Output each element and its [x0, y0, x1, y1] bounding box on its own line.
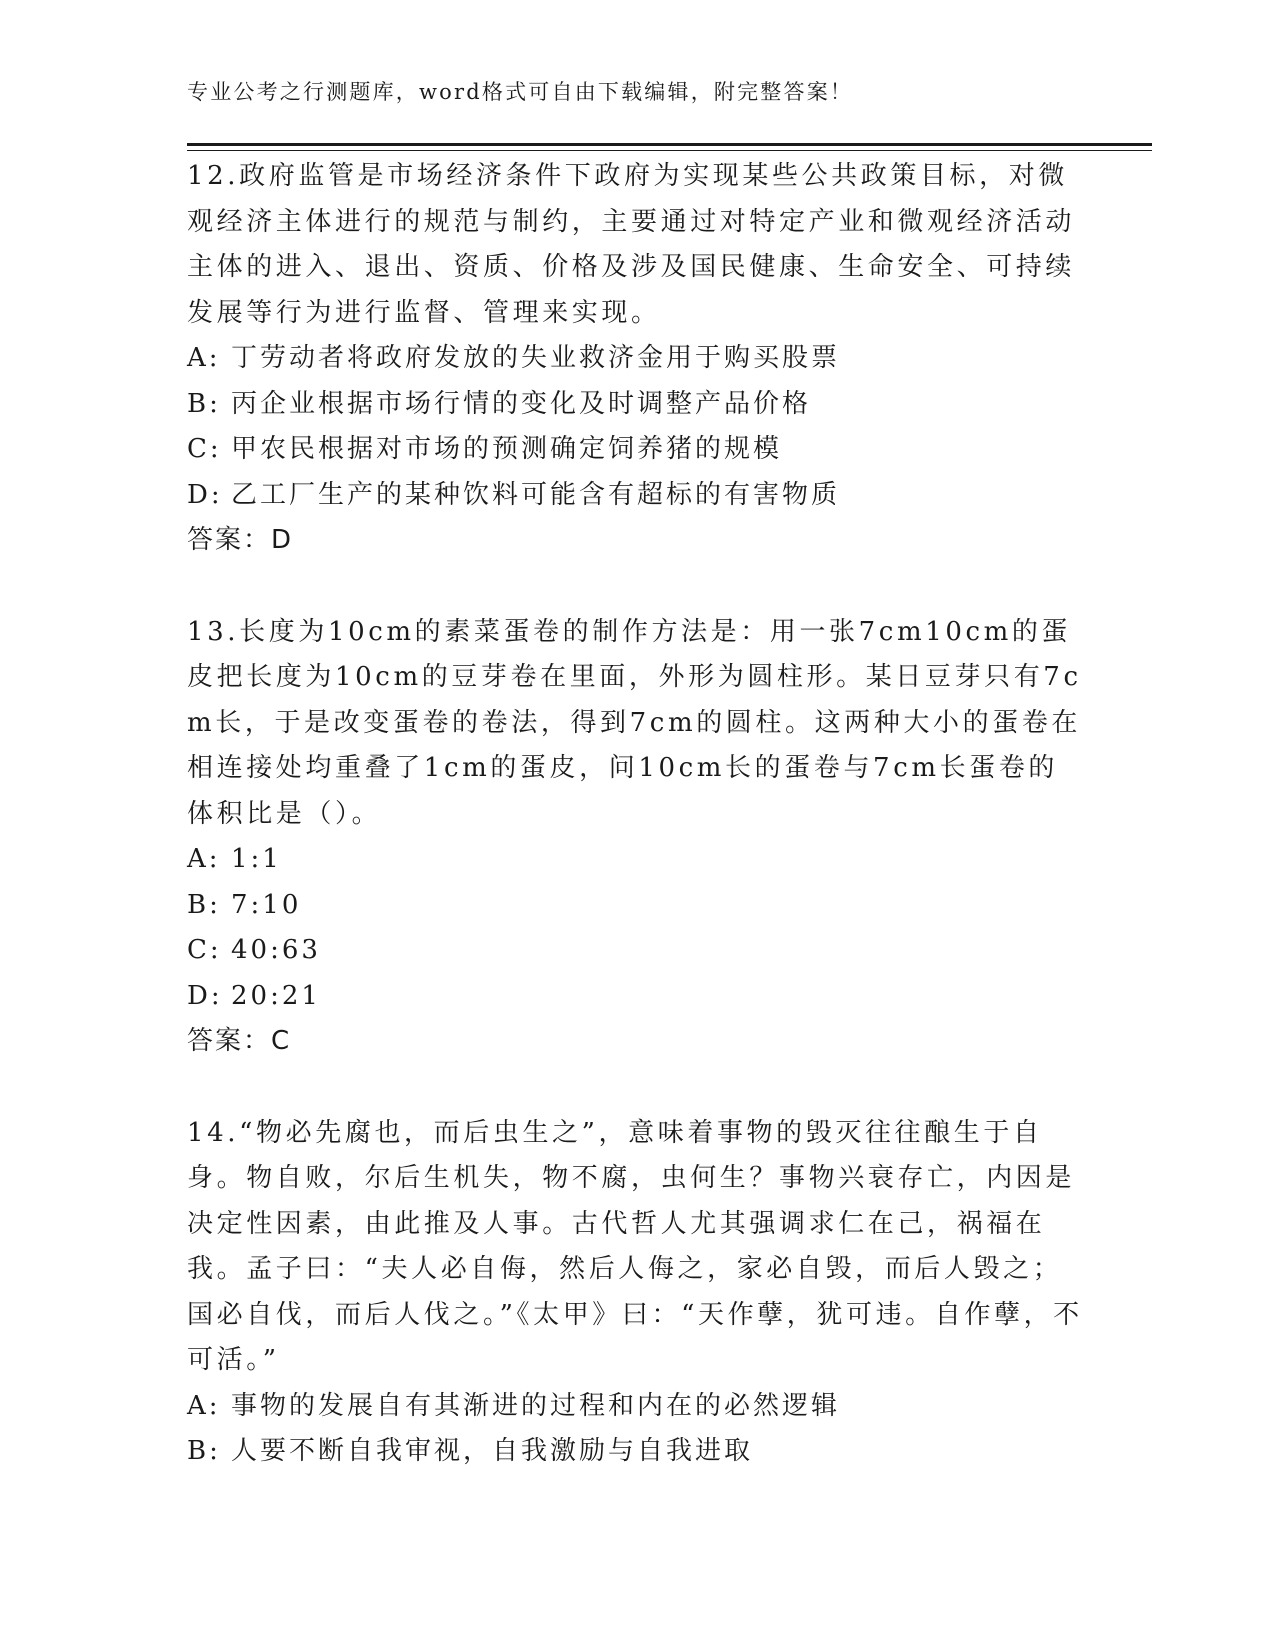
option-b: [187, 883, 1087, 929]
question-number: 12.: [187, 161, 240, 191]
option-letter: B:: [187, 889, 221, 920]
question-stem: [187, 610, 1087, 838]
option-text: 乙工厂生产的某种饮料可能含有超标的有害物质: [231, 479, 841, 510]
option-a: [187, 837, 1087, 883]
question-stem: [187, 154, 1087, 336]
answer: 答案：C: [187, 1026, 292, 1056]
option-d: [187, 974, 1087, 1020]
question-14: [187, 1111, 1087, 1475]
option-text: 甲农民根据对市场的预测确定饲养猪的规模: [231, 434, 783, 464]
option-text: 丙企业根据市场行情的变化及时调整产品价格: [231, 388, 812, 419]
option-b: [187, 382, 1087, 428]
header-rule-thin: [187, 150, 1152, 151]
option-text: 人要不断自我审视，自我激励与自我进取: [231, 1436, 754, 1466]
option-text: 20:21: [231, 980, 321, 1011]
question-number: 14.: [187, 1117, 240, 1148]
option-text: 40:63: [231, 935, 321, 965]
question-12: [187, 154, 1087, 564]
option-a: [187, 336, 1087, 382]
question-13: [187, 610, 1087, 1065]
option-text: 丁劳动者将政府发放的失业救济金用于购买股票: [231, 343, 841, 373]
page-header: 专业公考之行测题库，word格式可自由下载编辑，附完整答案！: [187, 80, 854, 104]
question-text: 长度为10cm的素菜蛋卷的制作方法是：用一张7cm10cm的蛋皮把长度为10cm的豆芽卷在里面，外形为圆柱形。某日豆芽只有7cm长，于是改变蛋卷的卷法，得到7cm的圆柱。这两种大小的蛋卷在相连接处均重叠了1cm的蛋皮，问10cm长的蛋卷与7cm长蛋卷的体积比是（）。: [187, 616, 1082, 829]
question-text: “物必先腐也，而后虫生之”，意味着事物的毁灭往往酿生于自身。物自败，尔后生机失，物不腐，虫何生？事物兴衰存亡，内因是决定性因素，由此推及人事。古代哲人尤其强调求仁在己，祸福在我。孟子曰：“夫人必自侮，然后人侮之，家必自毁，而后人毁之；国必自伐，而后人伐之。”《太甲》曰：“天作孽，犹可违。自作孽，不可活。”: [187, 1117, 1083, 1375]
option-text: 1:1: [231, 844, 282, 874]
option-letter: C:: [187, 935, 222, 965]
option-d: [187, 473, 1087, 519]
option-letter: D:: [187, 980, 223, 1011]
option-text: 事物的发展自有其渐进的过程和内在的必然逻辑: [231, 1390, 841, 1421]
question-stem: [187, 1111, 1087, 1384]
option-text: 7:10: [231, 889, 302, 920]
option-letter: C:: [187, 434, 222, 464]
option-letter: B:: [187, 388, 221, 419]
option-letter: B:: [187, 1436, 221, 1466]
option-c: [187, 928, 1087, 974]
option-c: [187, 427, 1087, 473]
option-letter: A:: [187, 343, 221, 373]
header-rule-thick: [187, 143, 1152, 146]
option-letter: A:: [187, 1390, 221, 1421]
question-text: 政府监管是市场经济条件下政府为实现某些公共政策目标，对微观经济主体进行的规范与制约，主要通过对特定产业和微观经济活动主体的进入、退出、资质、价格及涉及国民健康、生命安全、可持续发展等行为进行监督、管理来实现。: [187, 161, 1076, 328]
answer: 答案：D: [187, 525, 294, 555]
option-letter: D:: [187, 479, 223, 510]
question-number: 13.: [187, 616, 240, 647]
option-a: [187, 1384, 1087, 1430]
option-letter: A:: [187, 844, 221, 874]
question-list: [187, 154, 1087, 1521]
option-b: [187, 1429, 1087, 1475]
